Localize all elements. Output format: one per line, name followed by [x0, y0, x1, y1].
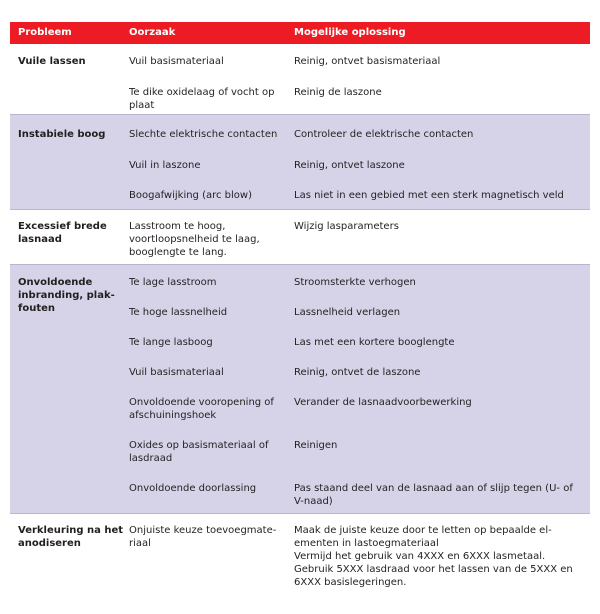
solution-cell: Reinig, ontvet de laszone [294, 367, 421, 378]
problem-label: Excessief brede lasnaad [18, 221, 107, 245]
solution-cell: Controleer de elektrische contacten [294, 129, 474, 140]
cause-cell: Onjuiste keuze toevoegmate- riaal [129, 525, 277, 549]
group-divider [10, 513, 590, 514]
cause-cell: Vuil basismateriaal [129, 56, 224, 67]
problem-label: Onvoldoende inbranding, plak- fouten [18, 277, 115, 314]
solution-cell: Pas staand deel van de lasnaad aan of slijp tegen (U- of V-naad) [294, 483, 573, 507]
group-divider [10, 209, 590, 210]
problem-label: Verkleuring na het anodiseren [18, 525, 124, 549]
group-divider [10, 114, 590, 115]
cause-cell: Te lange lasboog [129, 337, 213, 348]
cause-cell: Vuil in laszone [129, 160, 201, 171]
problem-label: Vuile lassen [18, 56, 86, 67]
solution-cell: Reinig, ontvet basismateriaal [294, 56, 441, 67]
table-header [10, 22, 590, 44]
cause-cell: Boogafwijking (arc blow) [129, 190, 253, 201]
cause-cell: Slechte elektrische contacten [129, 129, 278, 140]
solution-cell: Reinig, ontvet laszone [294, 160, 405, 171]
cause-cell: Te dike oxidelaag of vocht op plaat [129, 87, 275, 111]
solution-cell: Las niet in een gebied met een sterk magnetisch veld [294, 190, 564, 201]
cause-cell: Onvoldoende vooropening of afschuiningshoek [129, 397, 274, 421]
solution-cell: Wijzig lasparameters [294, 221, 399, 232]
cause-cell: Te hoge lassnelheid [129, 307, 228, 318]
header-cause: Oorzaak [129, 27, 176, 38]
cause-cell: Onvoldoende doorlassing [129, 483, 257, 494]
cause-cell: Oxides op basismateriaal of lasdraad [129, 440, 269, 464]
header-problem: Probleem [18, 27, 72, 38]
solution-cell: Maak de juiste keuze door te letten op bepaalde el- ementen in lastoegmateriaal Vermijd het gebruik van 4XXX en 6XXX lasmetaal. Gebruik 5XXX lasdraad voor het lassen van de 5XXX en 6XXX basislegeringen. [294, 525, 573, 588]
cause-cell: Lasstroom te hoog, voortloopsnelheid te laag, booglengte te lang. [129, 221, 260, 258]
cause-cell: Te lage lasstroom [129, 277, 217, 288]
solution-cell: Stroomsterkte verhogen [294, 277, 416, 288]
solution-cell: Lassnelheid verlagen [294, 307, 401, 318]
header-solution: Mogelijke oplossing [294, 27, 406, 38]
solution-cell: Verander de lasnaadvoorbewerking [294, 397, 472, 408]
solution-cell: Reinig de laszone [294, 87, 382, 98]
problem-label: Instabiele boog [18, 129, 106, 140]
solution-cell: Las met een kortere booglengte [294, 337, 455, 348]
solution-cell: Reinigen [294, 440, 338, 451]
cause-cell: Vuil basismateriaal [129, 367, 224, 378]
group-divider [10, 264, 590, 265]
